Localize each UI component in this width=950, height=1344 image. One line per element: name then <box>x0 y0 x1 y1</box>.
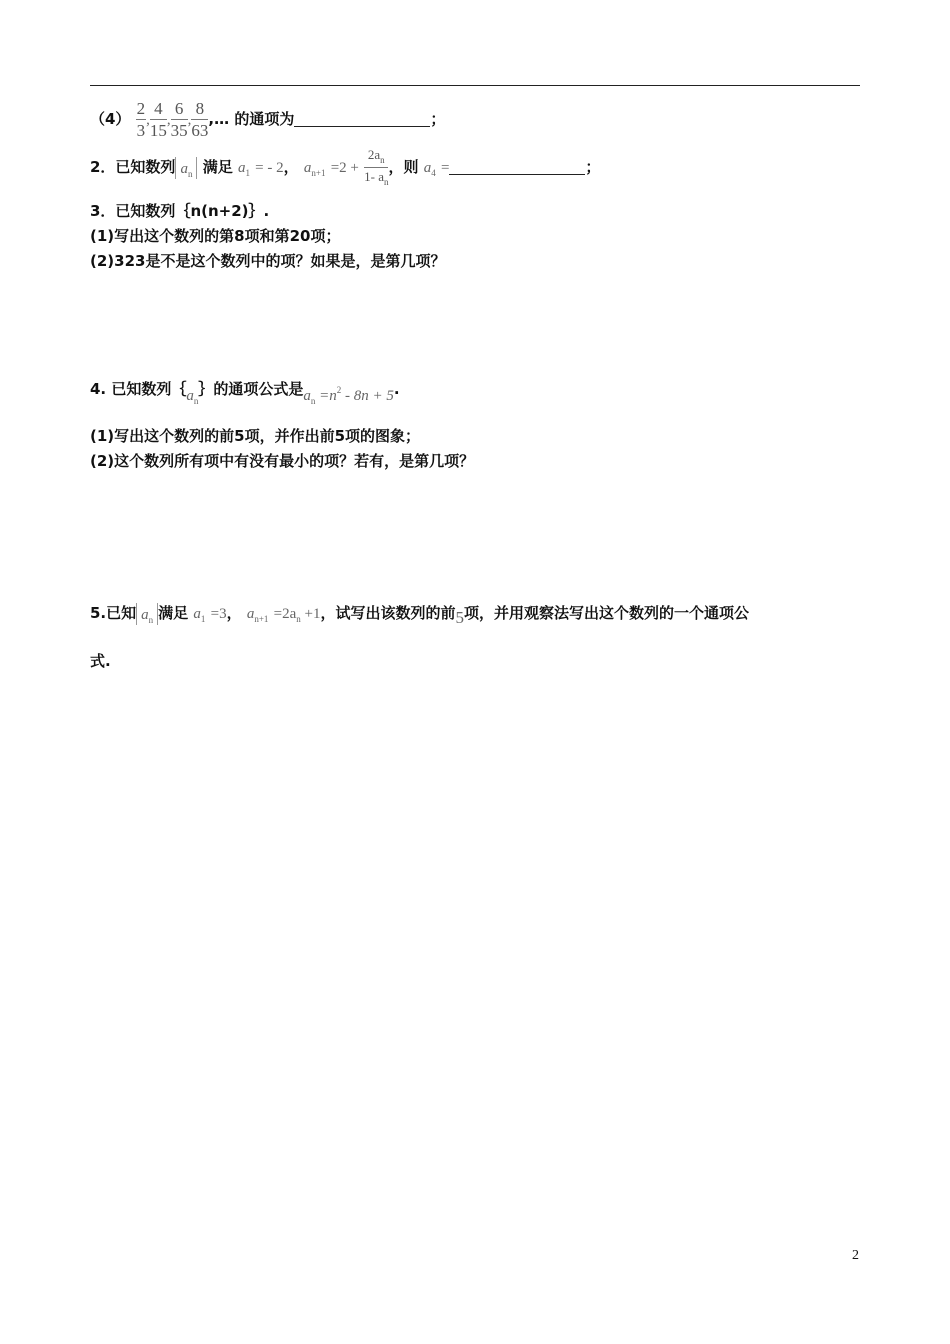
fraction-4: $\frac{8}{63}$ <box>191 99 209 140</box>
sequence-brace: $a_n$ <box>175 157 197 179</box>
q3-part1: (1)写出这个数列的第8项和第20项； <box>90 227 341 245</box>
fraction-3: $\frac{6}{35}$ <box>170 99 188 140</box>
sequence-brace: $a_n$ <box>136 603 158 625</box>
q4-suffix: 的通项为 <box>234 110 295 128</box>
q4-prefix: （4） <box>90 110 131 128</box>
header-rule <box>90 85 860 86</box>
page-number: 2 <box>852 1248 859 1263</box>
fraction-1: $\frac{2}{3}$ <box>136 99 146 140</box>
q4b-part2: (2)这个数列所有项中有没有最小的项？若有，是第几项？ <box>90 452 475 470</box>
q5-line2: 式. <box>90 652 111 670</box>
q4b-part1: (1)写出这个数列的前5项，并作出前5项的图象； <box>90 427 421 445</box>
q3-part2: (2)323是不是这个数列中的项？如果是，是第几项？ <box>90 252 446 270</box>
q2-line: 2．已知数列 $a_n$ 满足 $a_1$ = - 2， $a_{n+1} =2$ + $\frac{2a_n}{1- a_n}$ ，则 $a_4$ = ； <box>90 147 601 187</box>
answer-blank[interactable] <box>449 159 585 175</box>
recursion-fraction: $\frac{2a_n}{1- a_n}$ <box>364 147 389 187</box>
q5-line: 5.已知 $a_n$ 满足 $a_1 =3$， $a_{n+1} =2a_n +1$，试写出该数列的前5项，并用观察法写出这个数列的一个通项公 <box>90 604 750 627</box>
answer-blank[interactable] <box>294 111 430 127</box>
q4-dots: ,… <box>208 110 230 128</box>
q3-title: 3．已知数列｛n(n+2)｝. <box>90 202 270 220</box>
fraction-2: $\frac{4}{15}$ <box>149 99 167 140</box>
q4b-title: 4. 已知数列$\{a_n\}$的通项公式是$a_n =n^2 - 8n + 5$. <box>90 380 400 406</box>
q4-line: （4） $\frac{2}{3}$ , $\frac{4}{15}$ , $\frac{6}{35}$ , $\frac{8}{63}$ ,… 的通项为 ； <box>90 99 446 140</box>
